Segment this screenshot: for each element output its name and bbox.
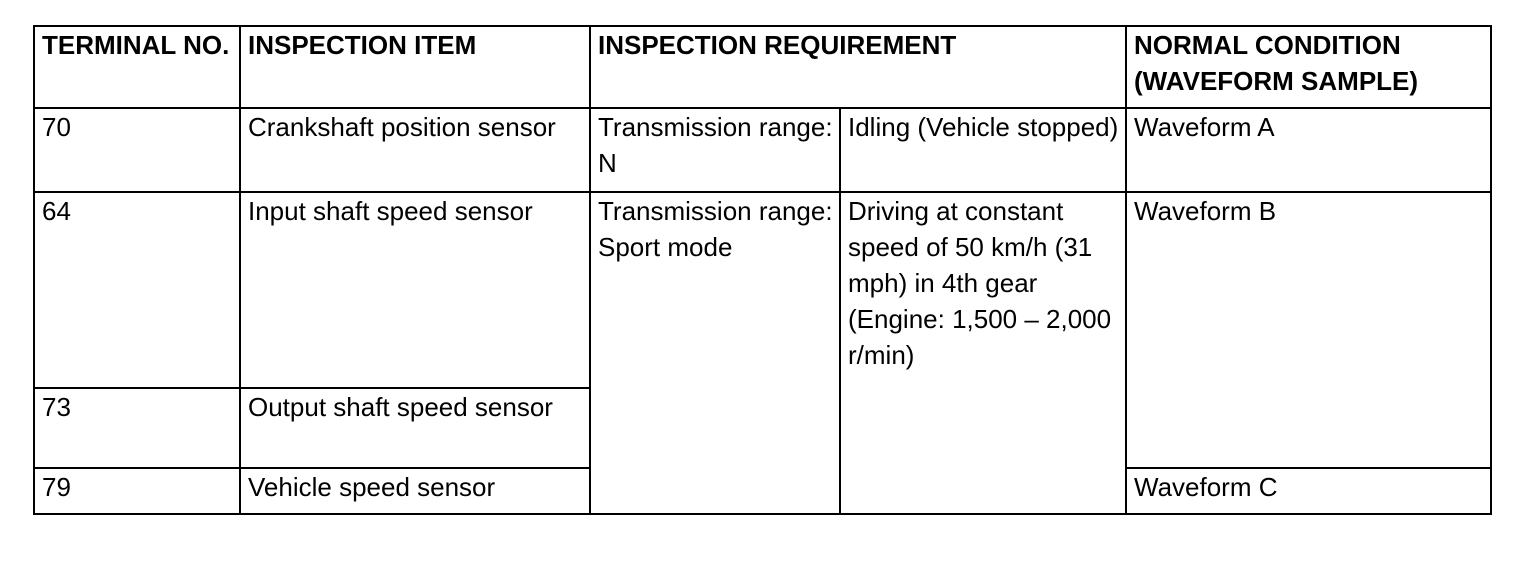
- header-inspection-requirement: INSPECTION REQUIREMENT: [590, 26, 1126, 108]
- inspection-item-cell: Crankshaft position sensor: [240, 108, 590, 192]
- transmission-range-cell: Transmission range: N: [590, 108, 840, 192]
- header-terminal-no: TERMINAL NO.: [34, 26, 240, 108]
- terminal-cell: 73: [34, 388, 240, 468]
- header-row: [34, 26, 1491, 108]
- inspection-item-cell: Output shaft speed sensor: [240, 388, 590, 468]
- operating-condition-cell: Driving at constant speed of 50 km/h (31 mph) in 4th gear (Engine: 1,500 – 2,000 r/min): [840, 192, 1126, 514]
- terminal-cell: 64: [34, 192, 240, 388]
- inspection-item-cell: Input shaft speed sensor: [240, 192, 590, 388]
- header-inspection-item: INSPECTION ITEM: [240, 26, 590, 108]
- waveform-cell: Waveform C: [1126, 468, 1491, 514]
- transmission-range-cell: Transmission range: Sport mode: [590, 192, 840, 514]
- terminal-cell: 79: [34, 468, 240, 514]
- table-row: [34, 192, 1491, 388]
- inspection-table: [33, 25, 1492, 515]
- waveform-cell: Waveform B: [1126, 192, 1491, 468]
- inspection-item-cell: Vehicle speed sensor: [240, 468, 590, 514]
- terminal-cell: 70: [34, 108, 240, 192]
- header-normal-condition: NORMAL CONDITION (WAVEFORM SAMPLE): [1126, 26, 1491, 108]
- table-row: [34, 108, 1491, 192]
- waveform-cell: Waveform A: [1126, 108, 1491, 192]
- operating-condition-cell: Idling (Vehicle stopped): [840, 108, 1126, 192]
